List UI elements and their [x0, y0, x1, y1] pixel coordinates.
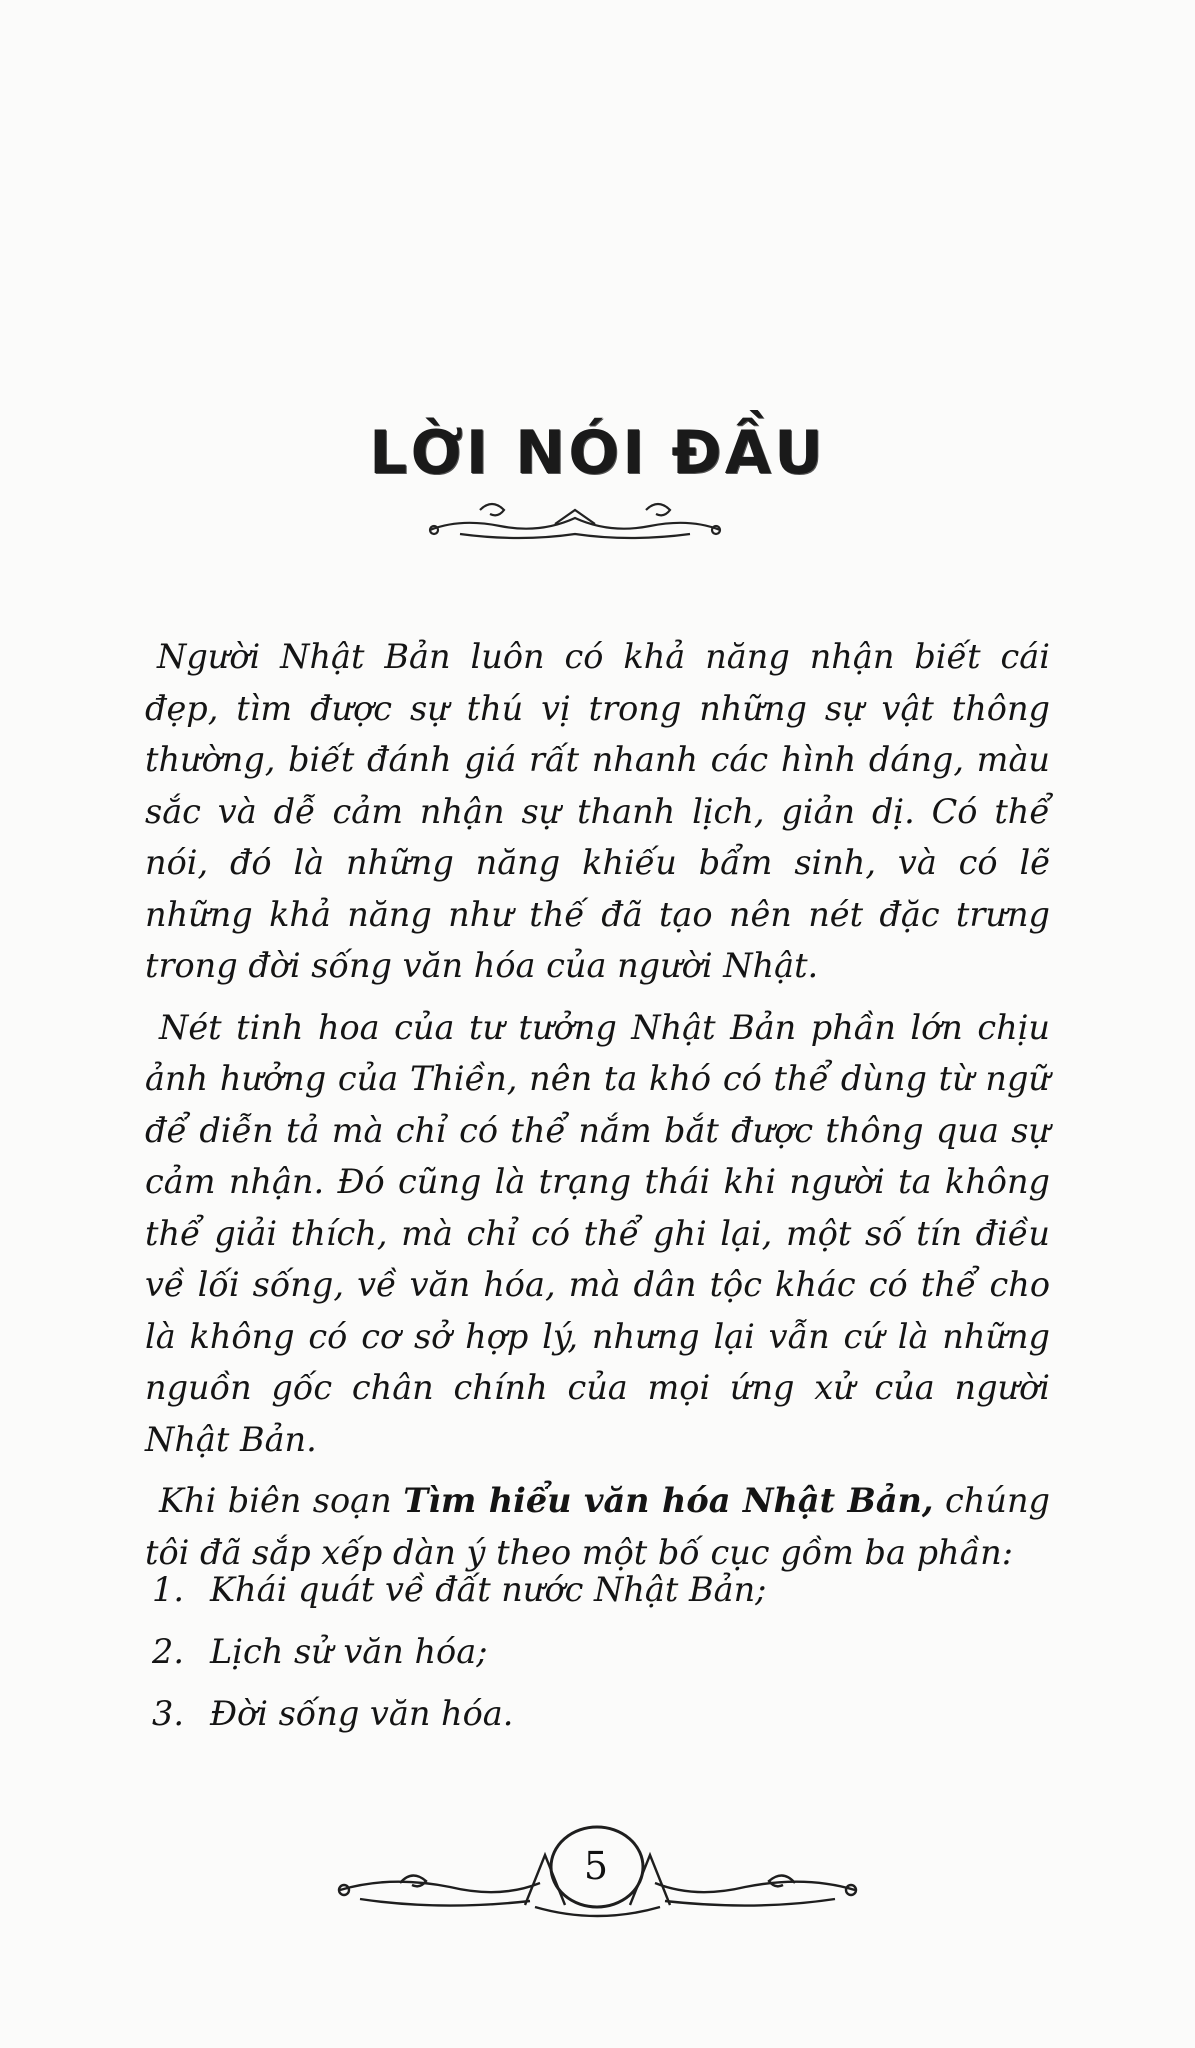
outline-list [152, 1570, 766, 1756]
list-item [152, 1570, 766, 1632]
paragraph-3-lead: Khi biên soạn [159, 1481, 404, 1520]
list-text: Lịch sử văn hóa; [210, 1632, 488, 1671]
paragraph-1: Người Nhật Bản luôn có khả năng nhận biết cái đẹp, tìm được sự thú vị trong những sự vật thông thường, biết đánh giá rất nhanh các hình dáng, màu sắc và dễ cảm nhận sự thanh lịch, giản dị. Có thể nói, đó là những năng khiếu bẩm sinh, và có lẽ những khả năng như thế đã tạo nên nét đặc trưng trong đời sống văn hóa của người Nhật. [145, 637, 1050, 985]
list-number: 1. [152, 1570, 184, 1609]
page-number: 5 [583, 1844, 609, 1888]
paragraph-3-rest: chúng tôi đã sắp xếp dàn ý theo một bố cục gồm ba phần: [145, 1481, 1050, 1572]
book-title-emphasis: Tìm hiểu văn hóa Nhật Bản, [403, 1481, 934, 1520]
list-number: 3. [152, 1694, 184, 1733]
page-title: LỜI NÓI ĐẦU [369, 418, 826, 488]
list-number: 2. [152, 1632, 184, 1671]
list-text: Khái quát về đất nước Nhật Bản; [210, 1570, 767, 1609]
paragraph-3 [145, 1475, 1050, 1578]
title-flourish-ornament [420, 488, 730, 544]
body-text [145, 631, 1050, 1588]
list-text: Đời sống văn hóa. [210, 1694, 514, 1733]
list-item [152, 1632, 766, 1694]
paragraph-2: Nét tinh hoa của tư tưởng Nhật Bản phần lớn chịu ảnh hưởng của Thiền, nên ta khó có thể dùng từ ngữ để diễn tả mà chỉ có thể nắm bắt được thông qua sự cảm nhận. Đó cũng là trạng thái khi người ta không thể giải thích, mà chỉ có thể ghi lại, một số tín điều về lối sống, về văn hóa, mà dân tộc khác có thể cho là không có cơ sở hợp lý, nhưng lại vẫn cứ là những nguồn gốc chân chính của mọi ứng xử của người Nhật Bản. [145, 1007, 1050, 1459]
list-item [152, 1694, 766, 1756]
